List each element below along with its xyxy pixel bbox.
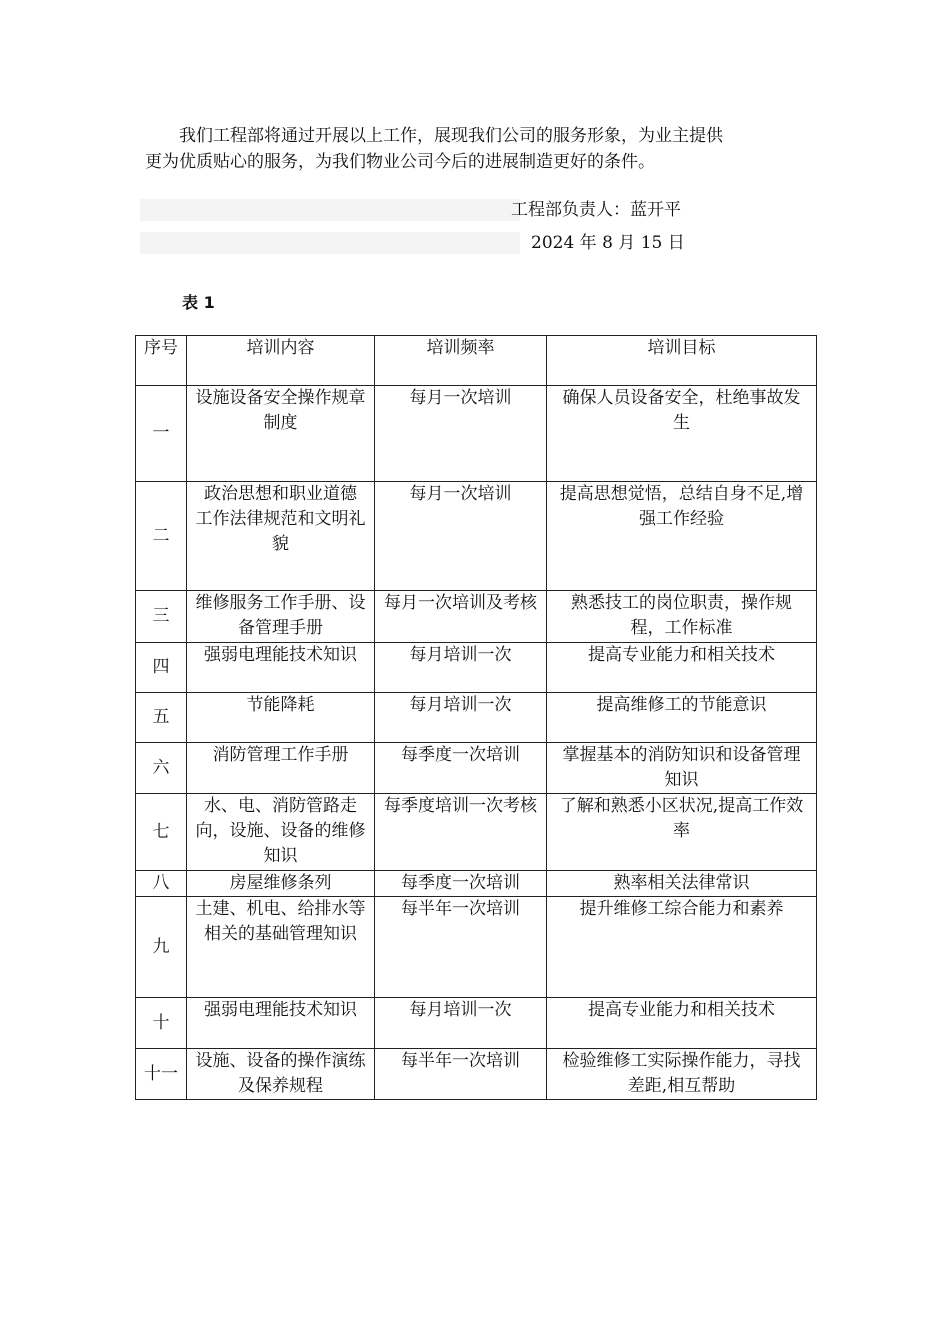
table-row [136, 482, 817, 591]
row-no: 七 [136, 794, 187, 871]
row-no: 九 [136, 897, 187, 998]
row-goal: 掌握基本的消防知识和设备管理知识 [547, 743, 817, 794]
table-row [136, 871, 817, 897]
row-frequency: 每月培训一次 [375, 693, 547, 743]
row-no: 三 [136, 591, 187, 643]
row-content: 设施设备安全操作规章制度 [187, 386, 375, 482]
header-frequency: 培训频率 [375, 336, 547, 386]
row-frequency: 每半年一次培训 [375, 897, 547, 998]
row-frequency: 每月一次培训及考核 [375, 591, 547, 643]
row-frequency: 每月一次培训 [375, 482, 547, 591]
table-row [136, 1049, 817, 1100]
row-frequency: 每月培训一次 [375, 643, 547, 693]
row-content: 强弱电理能技术知识 [187, 998, 375, 1049]
header-goal: 培训目标 [547, 336, 817, 386]
row-no: 六 [136, 743, 187, 794]
row-goal: 提高专业能力和相关技术 [547, 643, 817, 693]
row-frequency: 每半年一次培训 [375, 1049, 547, 1100]
row-content: 节能降耗 [187, 693, 375, 743]
row-goal: 提升维修工综合能力和素养 [547, 897, 817, 998]
table-row [136, 897, 817, 998]
row-no: 一 [136, 386, 187, 482]
row-content: 强弱电理能技术知识 [187, 643, 375, 693]
row-frequency: 每月培训一次 [375, 998, 547, 1049]
row-goal: 提高专业能力和相关技术 [547, 998, 817, 1049]
row-goal: 提高思想觉悟，总结自身不足,增强工作经验 [547, 482, 817, 591]
row-frequency: 每季度一次培训 [375, 871, 547, 897]
signature-band-1 [140, 199, 520, 221]
closing-paragraph-line-1: 我们工程部将通过开展以上工作，展现我们公司的服务形象，为业主提供 [179, 126, 723, 146]
closing-paragraph [145, 123, 805, 175]
row-goal: 确保人员设备安全，杜绝事故发生 [547, 386, 817, 482]
table-caption: 表 1 [182, 293, 215, 312]
row-goal: 熟率相关法律常识 [547, 871, 817, 897]
row-no: 十一 [136, 1049, 187, 1100]
row-no: 二 [136, 482, 187, 591]
row-frequency: 每月一次培训 [375, 386, 547, 482]
row-no: 四 [136, 643, 187, 693]
table-row [136, 591, 817, 643]
header-content: 培训内容 [187, 336, 375, 386]
training-plan-table [135, 335, 817, 1100]
row-content: 消防管理工作手册 [187, 743, 375, 794]
row-no: 八 [136, 871, 187, 897]
row-content: 政治思想和职业道德 工作法律规范和文明礼貌 [187, 482, 375, 591]
row-content: 水、电、消防管路走向，设施、设备的维修知识 [187, 794, 375, 871]
row-goal: 检验维修工实际操作能力，寻找差距,相互帮助 [547, 1049, 817, 1100]
header-no: 序号 [136, 336, 187, 386]
table-row [136, 998, 817, 1049]
row-content: 维修服务工作手册、设备管理手册 [187, 591, 375, 643]
row-content: 设施、设备的操作演练及保养规程 [187, 1049, 375, 1100]
row-content: 土建、机电、给排水等相关的基础管理知识 [187, 897, 375, 998]
table-row [136, 794, 817, 871]
row-frequency: 每季度培训一次考核 [375, 794, 547, 871]
table-row [136, 386, 817, 482]
signature-band-2 [140, 232, 520, 254]
signature-date: 2024 年 8 月 15 日 [531, 233, 685, 253]
table-row [136, 693, 817, 743]
row-frequency: 每季度一次培训 [375, 743, 547, 794]
closing-paragraph-line-2: 更为优质贴心的服务，为我们物业公司今后的进展制造更好的条件。 [145, 152, 655, 172]
row-no: 五 [136, 693, 187, 743]
table-row [136, 743, 817, 794]
row-no: 十 [136, 998, 187, 1049]
row-content: 房屋维修条列 [187, 871, 375, 897]
row-goal: 了解和熟悉小区状况,提高工作效率 [547, 794, 817, 871]
row-goal: 提高维修工的节能意识 [547, 693, 817, 743]
table-header-row [136, 336, 817, 386]
row-goal: 熟悉技工的岗位职责，操作规程，工作标准 [547, 591, 817, 643]
table-row [136, 643, 817, 693]
signature-person: 工程部负责人：蓝开平 [511, 200, 681, 220]
